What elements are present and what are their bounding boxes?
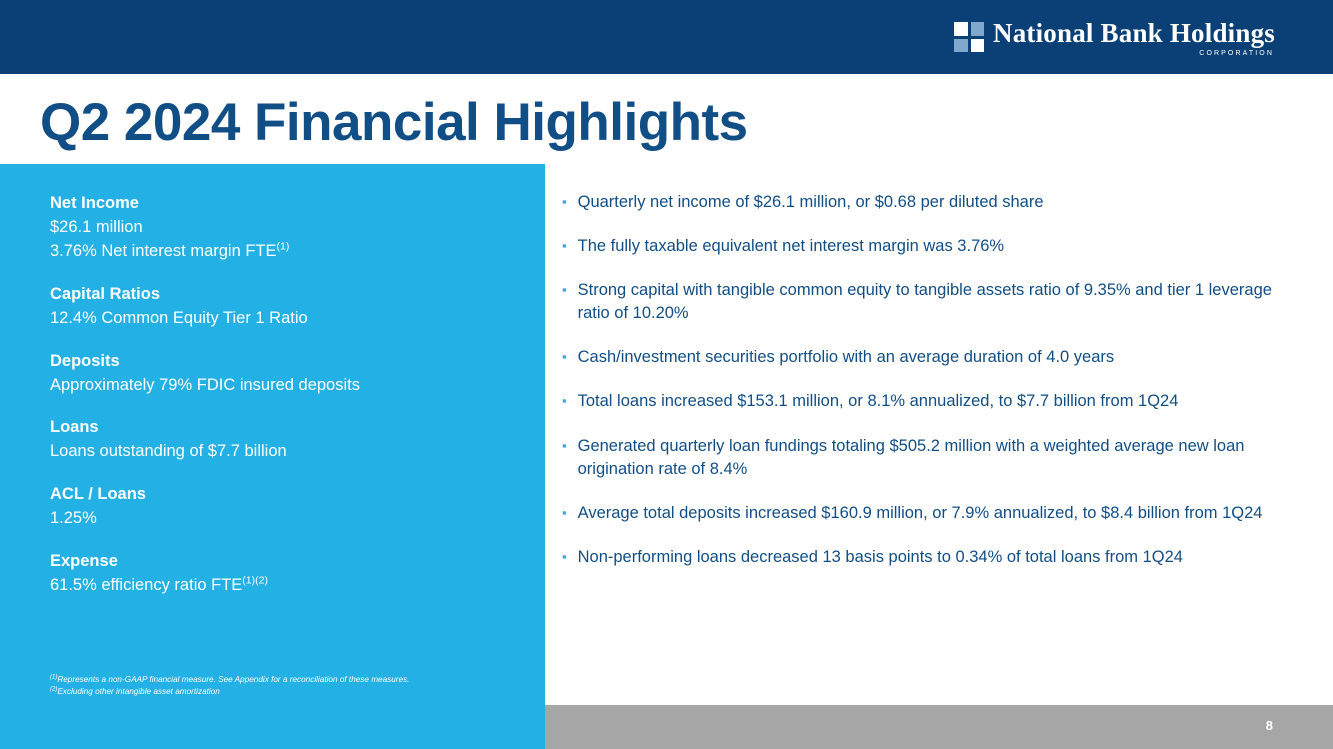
footnote-mark: (1) [50, 673, 58, 680]
metric-label: Deposits [50, 351, 120, 370]
metric-capital-ratios [50, 283, 505, 331]
list-item-text: Average total deposits increased $160.9 million, or 7.9% annualized, to $8.4 billion from 1Q24 [577, 503, 1263, 522]
highlights-list [545, 164, 1333, 705]
list-item-text: Non-performing loans decreased 13 basis points to 0.34% of total loans from 1Q24 [577, 547, 1183, 566]
logo-square-2 [971, 22, 985, 36]
bullet-square-icon: ▪ [562, 437, 567, 453]
bullet-square-icon: ▪ [562, 238, 567, 254]
metric-label: Loans [50, 418, 99, 437]
list-item-text: Strong capital with tangible common equity to tangible assets ratio of 9.35% and tier 1 leverage ratio of 10.20% [577, 281, 1272, 323]
list-item [562, 502, 1303, 525]
metric-value: $26.1 million [50, 217, 143, 236]
list-item [562, 279, 1303, 325]
logo-company-name: National Bank Holdings [993, 18, 1275, 48]
header-bar [0, 0, 1333, 74]
list-item-text: The fully taxable equivalent net interest margin was 3.76% [577, 237, 1005, 256]
bullet-square-icon: ▪ [562, 282, 567, 298]
list-item [562, 546, 1303, 569]
list-item [562, 390, 1303, 413]
list-item [562, 235, 1303, 258]
metric-label: Capital Ratios [50, 284, 161, 303]
bullet-square-icon: ▪ [562, 349, 567, 365]
logo-text [993, 20, 1275, 57]
page-title: Q2 2024 Financial Highlights [40, 93, 748, 152]
metric-deposits [50, 350, 505, 398]
metric-value: Loans outstanding of $7.7 billion [50, 442, 287, 461]
metric-net-income [50, 192, 505, 264]
list-item-text: Cash/investment securities portfolio with an average duration of 4.0 years [577, 348, 1115, 367]
metric-label: Expense [50, 552, 118, 571]
metric-value [50, 574, 505, 598]
list-item [562, 346, 1303, 369]
bullet-square-icon: ▪ [562, 393, 567, 409]
logo-square-1 [954, 22, 968, 36]
metric-value: 12.4% Common Equity Tier 1 Ratio [50, 308, 308, 327]
metric-value: Approximately 79% FDIC insured deposits [50, 375, 360, 394]
footnote-2 [50, 686, 409, 699]
footnote-text: Represents a non-GAAP financial measure. See Appendix for a reconciliation of these measures. [57, 674, 410, 684]
metric-loans [50, 416, 505, 464]
list-item [562, 191, 1303, 214]
metric-superscript: (1) [276, 240, 290, 253]
logo-square-3 [954, 39, 968, 53]
footnote-text: Excluding other intangible asset amortization [57, 687, 220, 697]
metrics-panel [0, 164, 545, 749]
bullet-square-icon: ▪ [562, 548, 567, 564]
list-item-text: Generated quarterly loan fundings totaling $505.2 million with a weighted average new loan origination rate of 8.4% [577, 436, 1245, 478]
metric-acl-loans [50, 483, 505, 531]
list-item-text: Quarterly net income of $26.1 million, or $0.68 per diluted share [577, 193, 1044, 211]
logo-square-4 [971, 39, 985, 53]
metric-value-text: 61.5% efficiency ratio FTE [50, 576, 243, 595]
metric-label: Net Income [50, 194, 139, 212]
metric-label: ACL / Loans [50, 485, 146, 504]
metric-expense [50, 550, 505, 598]
list-item [562, 435, 1303, 481]
list-item-text: Total loans increased $153.1 million, or 8.1% annualized, to $7.7 billion from 1Q24 [577, 392, 1179, 411]
bullet-square-icon: ▪ [562, 504, 567, 520]
logo-company-subtitle: CORPORATION [1199, 50, 1274, 57]
metric-superscript: (1)(2) [242, 574, 268, 587]
logo-squares-icon [954, 22, 984, 52]
company-logo [954, 20, 1275, 57]
metric-value-secondary [50, 240, 505, 264]
page-number: 8 [1265, 718, 1273, 733]
metric-value: 1.25% [50, 509, 97, 528]
footnote-1 [50, 674, 409, 687]
footnotes [50, 674, 409, 699]
footnote-mark: (2) [50, 686, 58, 693]
metric-value-text: 3.76% Net interest margin FTE [50, 241, 277, 260]
bullet-square-icon: ▪ [562, 194, 567, 209]
footer-bar [545, 705, 1333, 749]
